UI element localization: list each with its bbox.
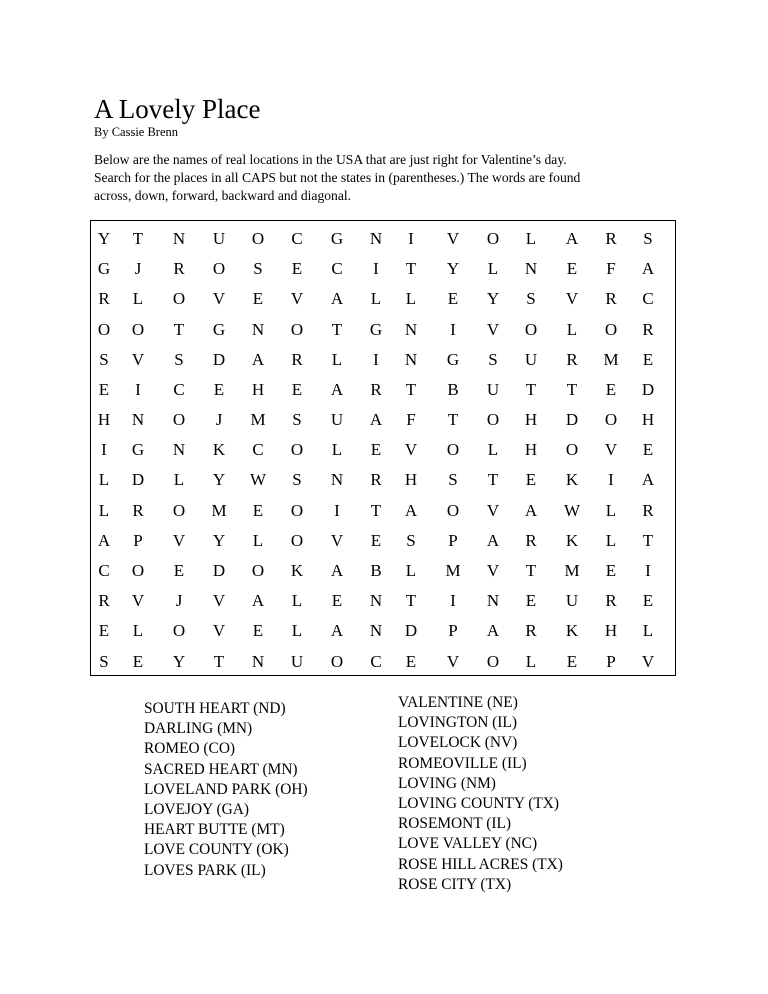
grid-letter: T (487, 470, 499, 489)
grid-letter: C (98, 561, 110, 580)
grid-letter: S (253, 259, 263, 278)
grid-letter: R (605, 289, 617, 308)
grid-letter: N (404, 350, 418, 369)
grid-letter: N (369, 229, 383, 248)
grid-letter: E (252, 289, 264, 308)
grid-letter: U (524, 350, 538, 369)
grid-letter: A (330, 289, 344, 308)
grid-letter: O (524, 320, 538, 339)
grid-letter: E (447, 289, 459, 308)
grid-letter: R (525, 531, 537, 550)
grid-letter: H (404, 470, 418, 489)
grid-letter: U (486, 380, 500, 399)
grid-row (91, 224, 675, 254)
grid-letter: G (131, 440, 145, 459)
grid-letter: D (212, 561, 226, 580)
grid-letter: L (291, 591, 303, 610)
grid-letter: C (252, 440, 264, 459)
grid-letter: D (404, 621, 418, 640)
grid-letter: E (98, 621, 110, 640)
grid-letter: H (524, 440, 538, 459)
author-byline: By Cassie Brenn (94, 125, 179, 139)
grid-letter: N (172, 440, 186, 459)
grid-letter: L (331, 440, 343, 459)
grid-letter: T (525, 380, 537, 399)
grid-letter: E (370, 440, 382, 459)
grid-letter: O (131, 320, 145, 339)
grid-letter: I (334, 501, 340, 520)
grid-letter: O (330, 652, 344, 671)
grid-letter: L (405, 289, 417, 308)
grid-letter: L (566, 320, 578, 339)
grid-letter: A (251, 591, 265, 610)
grid-letter: S (448, 470, 458, 489)
grid-letter: S (174, 350, 184, 369)
grid-letter: D (131, 470, 145, 489)
grid-letter: O (290, 501, 304, 520)
grid-letter: G (369, 320, 383, 339)
grid-letter: V (641, 652, 655, 671)
grid-letter: T (525, 561, 537, 580)
grid-letter: O (604, 410, 618, 429)
grid-letter: N (369, 621, 383, 640)
grid-letter: V (212, 591, 226, 610)
grid-letter: F (406, 410, 416, 429)
grid-letter: H (641, 410, 655, 429)
grid-letter: O (486, 410, 500, 429)
grid-letter: S (488, 350, 498, 369)
grid-letter: U (290, 652, 304, 671)
grid-letter: A (330, 380, 344, 399)
grid-letter: T (405, 591, 417, 610)
grid-letter: O (97, 320, 111, 339)
grid-letter: L (291, 621, 303, 640)
grid-letter: A (97, 531, 111, 550)
grid-letter: E (605, 561, 617, 580)
grid-letter: B (370, 561, 382, 580)
grid-letter: K (290, 561, 304, 580)
grid-letter: S (292, 470, 302, 489)
grid-letter: D (565, 410, 579, 429)
word-list-item: LOVE COUNTY (OK) (144, 841, 289, 859)
word-list-item: ROMEO (CO) (144, 740, 236, 758)
grid-row (91, 375, 675, 405)
grid-letter: F (606, 259, 616, 278)
grid-letter: O (565, 440, 579, 459)
grid-letter: E (132, 652, 144, 671)
grid-letter: S (99, 652, 109, 671)
instructions-line: Below are the names of real locations in the USA that are just right for Valentine’s day. (94, 152, 567, 167)
grid-letter: T (405, 380, 417, 399)
grid-letter: A (251, 350, 265, 369)
grid-row (91, 254, 675, 284)
grid-row (91, 526, 675, 556)
grid-letter: R (642, 501, 654, 520)
grid-letter: R (525, 621, 537, 640)
grid-letter: K (565, 531, 579, 550)
grid-letter: E (370, 531, 382, 550)
grid-letter: Y (172, 652, 186, 671)
grid-row (91, 345, 675, 375)
grid-letter: R (98, 591, 110, 610)
grid-letter: U (565, 591, 579, 610)
grid-letter: A (330, 561, 344, 580)
grid-letter: K (212, 440, 226, 459)
grid-letter: N (524, 259, 538, 278)
grid-letter: T (331, 320, 343, 339)
grid-letter: P (133, 531, 143, 550)
grid-letter: E (642, 591, 654, 610)
grid-letter: O (251, 561, 265, 580)
grid-row (91, 647, 675, 677)
grid-letter: A (524, 501, 538, 520)
grid-letter: E (291, 380, 303, 399)
grid-letter: R (370, 380, 382, 399)
grid-letter: A (641, 259, 655, 278)
grid-letter: A (330, 621, 344, 640)
grid-letter: T (213, 652, 225, 671)
grid-letter: C (331, 259, 343, 278)
grid-letter: L (642, 621, 654, 640)
grid-letter: I (608, 470, 614, 489)
word-list-item: LOVELOCK (NV) (398, 734, 518, 752)
grid-letter: Y (97, 229, 111, 248)
grid-letter: E (566, 652, 578, 671)
grid-letter: E (566, 259, 578, 278)
grid-letter: R (291, 350, 303, 369)
word-list-item: ROSE HILL ACRES (TX) (398, 855, 563, 873)
grid-letter: K (565, 470, 579, 489)
grid-letter: P (448, 621, 458, 640)
grid-letter: O (290, 320, 304, 339)
grid-letter: W (249, 470, 267, 489)
grid-letter: O (446, 501, 460, 520)
grid-letter: L (98, 470, 110, 489)
grid-letter: K (565, 621, 579, 640)
grid-letter: E (173, 561, 185, 580)
instructions-line: Search for the places in all CAPS but not the states in (parentheses.) The words are found (94, 170, 581, 185)
grid-letter: L (405, 561, 417, 580)
grid-letter: J (215, 410, 223, 429)
grid-letter: O (251, 229, 265, 248)
grid-letter: V (404, 440, 418, 459)
grid-letter: C (642, 289, 654, 308)
grid-letter: G (446, 350, 460, 369)
grid-letter: G (212, 320, 226, 339)
instructions (94, 151, 654, 205)
grid-letter: T (405, 259, 417, 278)
word-list-left (144, 699, 308, 881)
grid-letter: C (370, 652, 382, 671)
grid-letter: Y (212, 470, 226, 489)
grid-letter: I (373, 259, 379, 278)
grid-letter: L (132, 289, 144, 308)
grid-letter: V (172, 531, 186, 550)
grid-letter: V (486, 320, 500, 339)
word-list-item: LOVINGTON (IL) (398, 714, 517, 732)
grid-letter: N (369, 591, 383, 610)
grid-letter: N (251, 320, 265, 339)
grid-letter: O (290, 531, 304, 550)
grid-letter: V (446, 229, 460, 248)
grid-letter: V (330, 531, 344, 550)
grid-letter: V (486, 561, 500, 580)
grid-letter: I (408, 229, 414, 248)
grid-letter: V (131, 591, 145, 610)
grid-letter: V (565, 289, 579, 308)
word-list-right (398, 693, 563, 895)
grid-letter: U (212, 229, 226, 248)
grid-row (91, 405, 675, 435)
grid-letter: N (172, 229, 186, 248)
grid-letter: T (132, 229, 144, 248)
grid-letter: R (566, 350, 578, 369)
word-list-item: LOVEJOY (GA) (144, 801, 250, 819)
grid-letter: J (175, 591, 183, 610)
grid-letter: L (605, 531, 617, 550)
word-list-item: ROSE CITY (TX) (398, 875, 512, 893)
grid-letter: O (212, 259, 226, 278)
grid-letter: L (487, 259, 499, 278)
grid-letter: M (211, 501, 227, 520)
grid-letter: O (172, 501, 186, 520)
grid-letter: O (172, 289, 186, 308)
word-list-item: SOUTH HEART (ND) (144, 700, 286, 717)
grid-row (91, 496, 675, 526)
grid-letter: P (448, 531, 458, 550)
grid-letter: V (486, 501, 500, 520)
grid-letter: L (252, 531, 264, 550)
grid-letter: N (330, 470, 344, 489)
word-list-item: LOVING COUNTY (TX) (398, 795, 560, 813)
grid-letter: T (566, 380, 578, 399)
grid-letter: E (642, 350, 654, 369)
grid-row (91, 465, 675, 495)
grid-letter: O (290, 440, 304, 459)
grid-letter: R (642, 320, 654, 339)
grid-row (91, 284, 675, 314)
grid-letter: T (173, 320, 185, 339)
grid-letter: A (486, 621, 500, 640)
grid-letter: T (370, 501, 382, 520)
grid-letter: A (565, 229, 579, 248)
grid-letter: T (447, 410, 459, 429)
grid-letter: R (132, 501, 144, 520)
grid-row (91, 435, 675, 465)
page-title: A Lovely Place (94, 94, 261, 124)
grid-letter: E (291, 259, 303, 278)
grid-letter: N (251, 652, 265, 671)
grid-letter: A (486, 531, 500, 550)
grid-letter: S (292, 410, 302, 429)
grid-letter: V (604, 440, 618, 459)
grid-letter: C (173, 380, 185, 399)
grid-letter: O (486, 229, 500, 248)
grid-letter: I (101, 440, 107, 459)
grid-letter: P (606, 652, 616, 671)
grid-letter: A (369, 410, 383, 429)
word-list-item: HEART BUTTE (MT) (144, 821, 285, 839)
word-list-item: LOVING (NM) (398, 774, 496, 792)
grid-letter: H (524, 410, 538, 429)
grid-letter: H (97, 410, 111, 429)
word-list-item: LOVELAND PARK (OH) (144, 780, 308, 798)
grid-letter: M (250, 410, 266, 429)
grid-letter: A (404, 501, 418, 520)
grid-letter: R (98, 289, 110, 308)
word-list-item: DARLING (MN) (144, 720, 253, 738)
grid-letter: J (134, 259, 142, 278)
grid-letter: R (370, 470, 382, 489)
word-list-item: ROMEOVILLE (IL) (398, 754, 527, 772)
grid-letter: I (450, 591, 456, 610)
grid-letter: H (604, 621, 618, 640)
grid-letter: L (525, 652, 537, 671)
grid-letter: G (97, 259, 111, 278)
grid-letter: N (131, 410, 145, 429)
word-search-grid (90, 220, 676, 676)
grid-letter: C (291, 229, 303, 248)
instructions-line: across, down, forward, backward and diagonal. (94, 188, 352, 203)
grid-letter: N (404, 320, 418, 339)
grid-letter: V (446, 652, 460, 671)
grid-letter: S (643, 229, 653, 248)
grid-letter: L (605, 501, 617, 520)
grid-row (91, 556, 675, 586)
grid-letter: E (525, 591, 537, 610)
grid-letter: D (641, 380, 655, 399)
grid-letter: O (446, 440, 460, 459)
grid-letter: L (173, 470, 185, 489)
grid-letter: T (642, 531, 654, 550)
grid-letter: L (98, 501, 110, 520)
grid-letter: O (486, 652, 500, 671)
word-list-item: LOVES PARK (IL) (144, 861, 266, 879)
grid-letter: V (290, 289, 304, 308)
grid-letter: O (172, 621, 186, 640)
grid-letter: L (370, 289, 382, 308)
word-list-item: SACRED HEART (MN) (144, 760, 298, 778)
grid-letter: G (330, 229, 344, 248)
grid-letter: V (212, 621, 226, 640)
grid-letter: E (213, 380, 225, 399)
grid-letter: M (564, 561, 580, 580)
grid-row (91, 586, 675, 616)
grid-row (91, 315, 675, 345)
word-list-item: VALENTINE (NE) (398, 694, 518, 711)
grid-letter: E (98, 380, 110, 399)
grid-letter: E (525, 470, 537, 489)
grid-letter: V (131, 350, 145, 369)
grid-letter: Y (212, 531, 226, 550)
grid-letter: S (406, 531, 416, 550)
grid-letter: M (445, 561, 461, 580)
grid-letter: E (252, 621, 264, 640)
grid-letter: B (447, 380, 459, 399)
grid-letter: I (373, 350, 379, 369)
grid-letter: D (212, 350, 226, 369)
grid-letter: O (604, 320, 618, 339)
grid-letter: Y (486, 289, 500, 308)
grid-letter: R (605, 591, 617, 610)
word-list-item: ROSEMONT (IL) (398, 815, 512, 833)
grid-letter: M (603, 350, 619, 369)
grid-letter: E (405, 652, 417, 671)
grid-letter: R (173, 259, 185, 278)
grid-letter: S (99, 350, 109, 369)
grid-letter: L (331, 350, 343, 369)
grid-letter: V (212, 289, 226, 308)
grid-letter: O (172, 410, 186, 429)
grid-letter: O (131, 561, 145, 580)
grid-letter: U (330, 410, 344, 429)
grid-letter: A (641, 470, 655, 489)
grid-letter: I (450, 320, 456, 339)
grid-letter: E (642, 440, 654, 459)
grid-letter: N (486, 591, 500, 610)
grid-letter: I (645, 561, 651, 580)
grid-letter: H (251, 380, 265, 399)
word-list-item: LOVE VALLEY (NC) (398, 835, 538, 853)
grid-letter: S (526, 289, 536, 308)
grid-letter: L (487, 440, 499, 459)
grid-letter: E (331, 591, 343, 610)
grid-letter: L (525, 229, 537, 248)
grid-letter: Y (446, 259, 460, 278)
grid-row (91, 616, 675, 646)
grid-letter: I (135, 380, 141, 399)
grid-letter: R (605, 229, 617, 248)
grid-letter: E (252, 501, 264, 520)
grid-letter: W (563, 501, 581, 520)
grid-letter: L (132, 621, 144, 640)
grid-letter: E (605, 380, 617, 399)
